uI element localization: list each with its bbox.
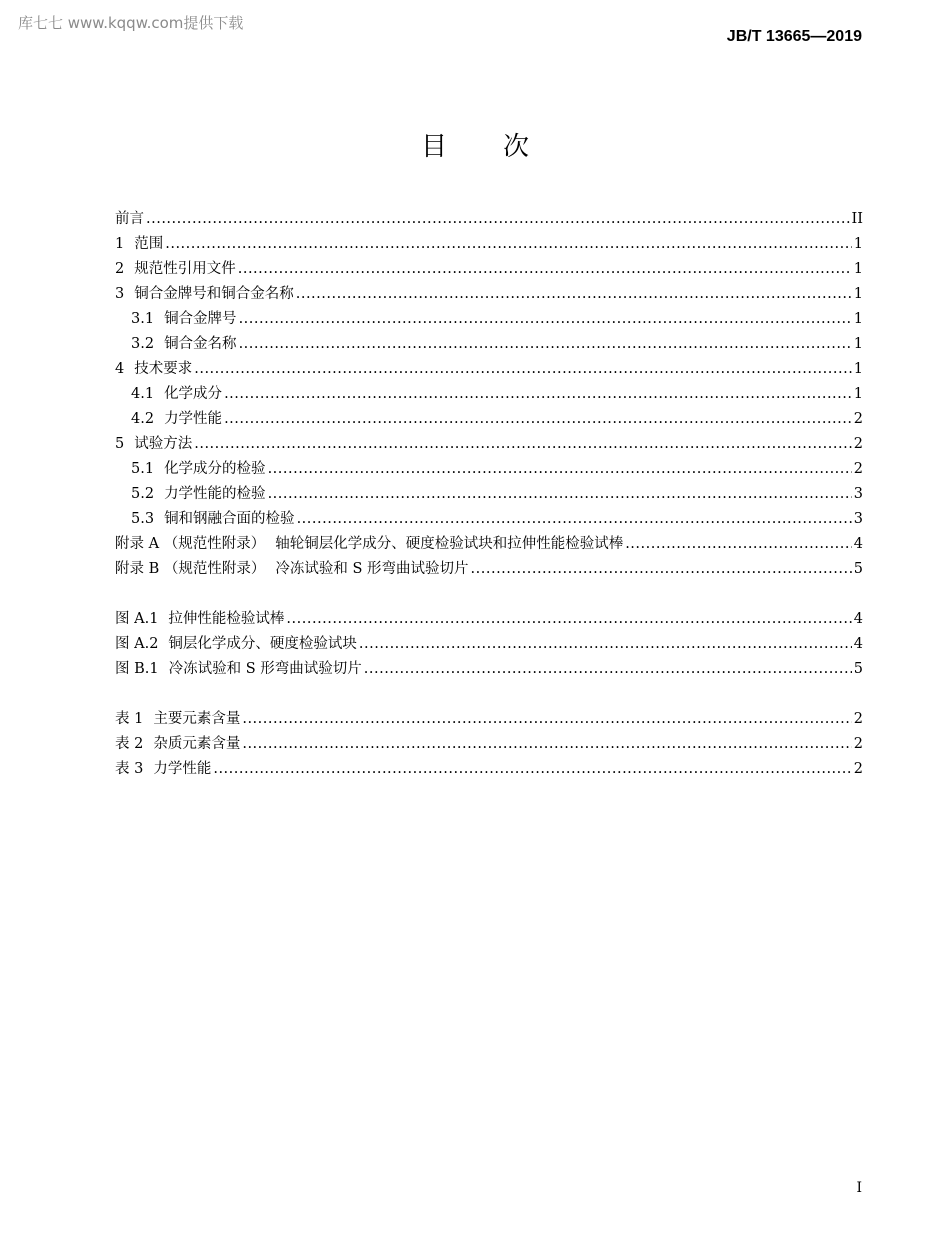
toc-entry-title: 杂质元素含量 bbox=[153, 736, 241, 752]
toc-dot-leader bbox=[238, 257, 852, 282]
toc-entry-number: 2 bbox=[115, 261, 125, 277]
toc-dot-leader bbox=[364, 657, 852, 682]
toc-entry-page: 2 bbox=[853, 736, 863, 752]
toc-entry-page: 2 bbox=[853, 411, 863, 427]
toc-dot-leader bbox=[213, 757, 851, 782]
toc-entry-number: 附录 A （规范性附录） bbox=[115, 536, 266, 552]
toc-entry-page: 1 bbox=[853, 361, 863, 377]
toc-dot-leader bbox=[239, 307, 852, 332]
toc-entry-title: 轴轮铜层化学成分、硬度检验试块和拉伸性能检验试棒 bbox=[275, 536, 624, 552]
toc-entry-number: 3 bbox=[115, 286, 125, 302]
toc-entry-page: 4 bbox=[853, 611, 863, 627]
toc-entry-title: 铜和钢融合面的检验 bbox=[164, 511, 295, 527]
toc-entry-number: 3.2 bbox=[131, 336, 155, 352]
toc-dot-leader bbox=[194, 357, 852, 382]
toc-entry-title: 前言 bbox=[115, 211, 144, 227]
toc-entry-title: 铜层化学成分、硬度检验试块 bbox=[168, 636, 357, 652]
toc-figures bbox=[115, 607, 863, 682]
toc-entry[interactable] bbox=[115, 382, 863, 407]
toc-dot-leader bbox=[165, 232, 852, 257]
toc-entry-page: 3 bbox=[853, 486, 863, 502]
toc-entry-number: 5.1 bbox=[131, 461, 155, 477]
toc-entry-title: 冷冻试验和 S 形弯曲试验切片 bbox=[168, 661, 362, 677]
toc-entry[interactable] bbox=[115, 332, 863, 357]
toc-entry-number: 图 A.1 bbox=[115, 611, 159, 627]
toc-entry-title: 范围 bbox=[134, 236, 164, 252]
toc-entry-page: II bbox=[851, 211, 863, 227]
toc-entry-number: 5.2 bbox=[131, 486, 155, 502]
standard-code: JB/T 13665—2019 bbox=[726, 28, 862, 45]
toc-dot-leader bbox=[471, 557, 852, 582]
toc-entry[interactable] bbox=[115, 432, 863, 457]
toc-entry-page: 1 bbox=[853, 236, 863, 252]
toc-entry-title: 铜合金名称 bbox=[164, 336, 237, 352]
toc-entry-page: 1 bbox=[853, 261, 863, 277]
toc-dot-leader bbox=[359, 632, 852, 657]
toc-entry-page: 4 bbox=[853, 636, 863, 652]
toc-entry[interactable] bbox=[115, 257, 863, 282]
toc-entry-number: 4.1 bbox=[131, 386, 155, 402]
toc-entry-title: 冷冻试验和 S 形弯曲试验切片 bbox=[275, 561, 469, 577]
toc-dot-leader bbox=[297, 507, 852, 532]
toc-entry-number: 附录 B （规范性附录） bbox=[115, 561, 266, 577]
toc-dot-leader bbox=[224, 407, 852, 432]
toc-entry-number: 4 bbox=[115, 361, 125, 377]
toc-entry-page: 2 bbox=[853, 461, 863, 477]
toc-entry-title: 规范性引用文件 bbox=[134, 261, 236, 277]
toc-dot-leader bbox=[296, 282, 852, 307]
toc-entry-page: 1 bbox=[853, 386, 863, 402]
toc-entry-page: 2 bbox=[853, 436, 863, 452]
toc-entry[interactable] bbox=[115, 607, 863, 632]
toc-entry-number: 表 3 bbox=[115, 761, 144, 777]
toc-sections bbox=[115, 207, 863, 582]
toc-dot-leader bbox=[268, 457, 852, 482]
toc-entry-number: 5.3 bbox=[131, 511, 155, 527]
toc-entry-title: 技术要求 bbox=[134, 361, 193, 377]
toc-dot-leader bbox=[242, 707, 851, 732]
toc-dot-leader bbox=[242, 732, 851, 757]
toc-entry[interactable] bbox=[115, 482, 863, 507]
toc-dot-leader bbox=[239, 332, 852, 357]
toc-entry[interactable] bbox=[115, 457, 863, 482]
toc-entry[interactable] bbox=[115, 407, 863, 432]
toc-entry[interactable] bbox=[115, 282, 863, 307]
toc-dot-leader bbox=[268, 482, 852, 507]
toc-entry-page: 1 bbox=[853, 336, 863, 352]
table-of-contents bbox=[115, 207, 863, 782]
page-number: I bbox=[856, 1180, 862, 1196]
toc-dot-leader bbox=[625, 532, 852, 557]
toc-entry-title: 拉伸性能检验试棒 bbox=[168, 611, 285, 627]
toc-entry-number: 3.1 bbox=[131, 311, 155, 327]
toc-entry[interactable] bbox=[115, 657, 863, 682]
toc-entry-number: 表 2 bbox=[115, 736, 144, 752]
toc-entry-page: 2 bbox=[853, 761, 863, 777]
toc-entry-page: 1 bbox=[853, 311, 863, 327]
toc-entry[interactable] bbox=[115, 357, 863, 382]
page-title: 目次 bbox=[420, 132, 585, 162]
toc-dot-leader bbox=[194, 432, 852, 457]
toc-entry-title: 铜合金牌号和铜合金名称 bbox=[134, 286, 294, 302]
toc-entry-page: 5 bbox=[853, 661, 863, 677]
toc-entry-page: 1 bbox=[853, 286, 863, 302]
toc-entry[interactable] bbox=[115, 532, 863, 557]
toc-entry-title: 力学性能 bbox=[164, 411, 223, 427]
toc-tables bbox=[115, 707, 863, 782]
toc-dot-leader bbox=[224, 382, 852, 407]
toc-entry-page: 4 bbox=[853, 536, 863, 552]
toc-entry-page: 5 bbox=[853, 561, 863, 577]
toc-entry[interactable] bbox=[115, 557, 863, 582]
toc-entry[interactable] bbox=[115, 707, 863, 732]
toc-entry-page: 2 bbox=[853, 711, 863, 727]
toc-entry[interactable] bbox=[115, 207, 863, 232]
toc-entry[interactable] bbox=[115, 507, 863, 532]
toc-entry-title: 试验方法 bbox=[134, 436, 193, 452]
toc-entry-title: 铜合金牌号 bbox=[164, 311, 237, 327]
toc-dot-leader bbox=[146, 207, 850, 232]
toc-entry-number: 表 1 bbox=[115, 711, 144, 727]
toc-entry[interactable] bbox=[115, 732, 863, 757]
toc-entry-number: 1 bbox=[115, 236, 125, 252]
toc-entry[interactable] bbox=[115, 232, 863, 257]
toc-entry-title: 力学性能的检验 bbox=[164, 486, 266, 502]
toc-entry-page: 3 bbox=[853, 511, 863, 527]
toc-entry-number: 5 bbox=[115, 436, 125, 452]
toc-entry-title: 力学性能 bbox=[153, 761, 212, 777]
toc-entry-number: 图 A.2 bbox=[115, 636, 159, 652]
toc-entry[interactable] bbox=[115, 307, 863, 332]
toc-dot-leader bbox=[286, 607, 851, 632]
watermark-text: 库七七 www.kqqw.com提供下载 bbox=[18, 14, 244, 32]
toc-entry-title: 化学成分 bbox=[164, 386, 223, 402]
toc-entry-number: 4.2 bbox=[131, 411, 155, 427]
toc-entry-title: 主要元素含量 bbox=[153, 711, 241, 727]
toc-entry[interactable] bbox=[115, 632, 863, 657]
toc-entry-number: 图 B.1 bbox=[115, 661, 159, 677]
toc-entry[interactable] bbox=[115, 757, 863, 782]
toc-entry-title: 化学成分的检验 bbox=[164, 461, 266, 477]
